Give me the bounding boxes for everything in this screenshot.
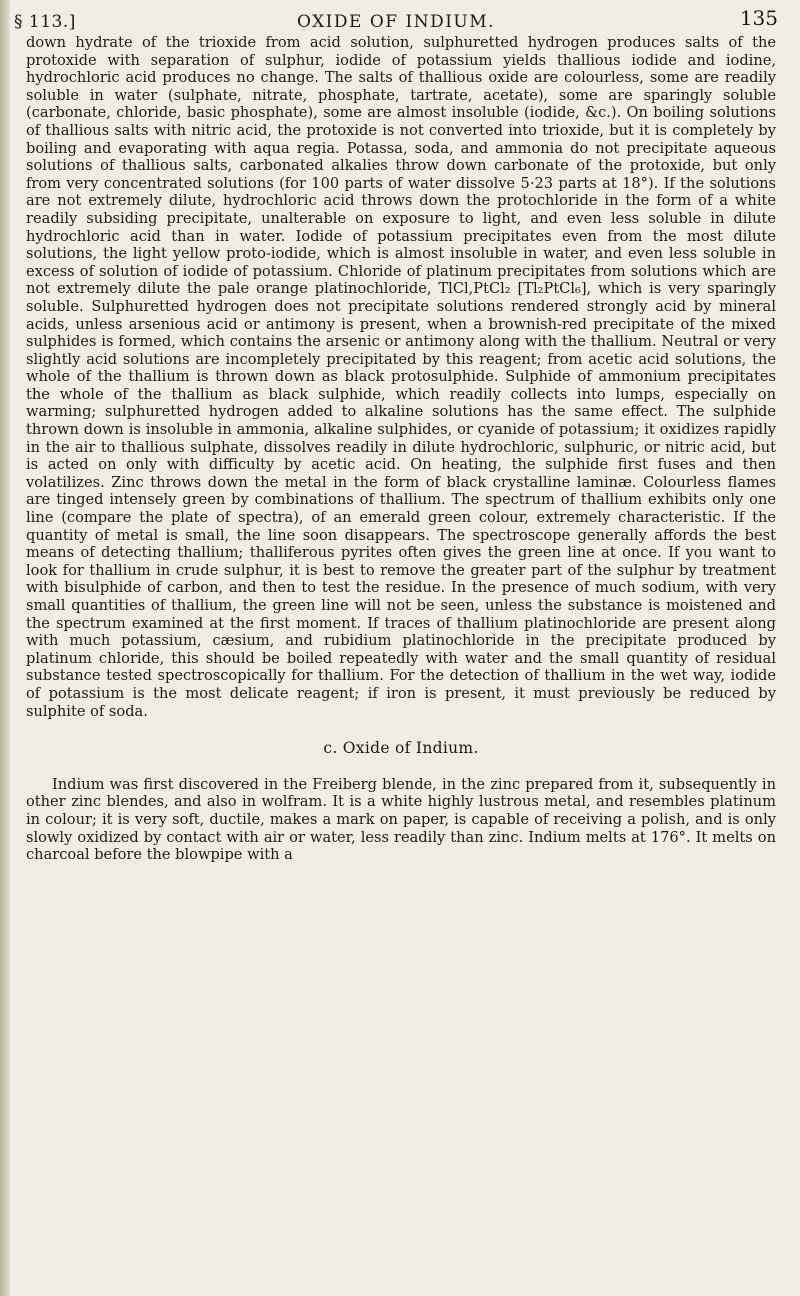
paragraph-thallium-reactions: down hydrate of the trioxide from acid solution, sulphuretted hydrogen produces salts of the protoxide with separation of sulphur, iodide of potassium yields thallious iodide and iodine, hydrochloric acid produces no change. The salts of thallious oxide are colourless, some are readily soluble in water (sulphate, nitrate, phosphate, tartrate, acetate), some are sparingly soluble (carbonate, chloride, basic phosphate), some are almost insoluble (iodide, &c.). On boiling solutions of thallious salts with nitric acid, the protoxide is not converted into trioxide, but it is completely by boiling and evaporating with aqua regia. Potassa, soda, and ammonia do not precipitate aqueous solutions of thallious salts, carbonated alkalies throw down carbonate of the protoxide, but only from very concentrated solutions (for 100 parts of water dissolve 5·23 parts at 18°). If the solutions are not extremely dilute, hydrochloric acid throws down the protochloride in the form of a white readily subsiding precipitate, unalterable on exposure to light, and even less soluble in dilute hydrochloric acid than in water. Iodide of potassium precipitates even from the most dilute solutions, the light yellow proto-iodide, which is almost insoluble in water, and even less soluble in excess of solution of iodide of potassium. Chloride of platinum precipitates from solutions which are not extremely dilute the pale orange platinochloride, TlCl,PtCl₂ [Tl₂PtCl₆], which is very sparingly soluble. Sulphuretted hydrogen does not precipitate solutions rendered strongly acid by mineral acids, unless arsenious acid or antimony is present, when a brownish-red precipitate of the mixed sulphides is formed, which contains the arsenic or antimony along with the thallium. Neutral or very slightly acid solutions are incompletely precipitated by this reagent; from acetic acid solutions, the whole of the thallium is thrown down as black protosulphide. Sulphide of ammonium precipitates the whole of the thallium as black sulphide, which readily collects into lumps, especially on warming; sulphuretted hydrogen added to alkaline solutions has the same effect. The sulphide thrown down is insoluble in ammonia, alkaline sulphides, or cyanide of potassium; it oxidizes rapidly in the air to thallious sulphate, dissolves readily in dilute hydrochloric, sulphuric, or nitric acid, but is acted on only with difficulty by acetic acid. On heating, the sulphide first fuses and then volatilizes. Zinc throws down the metal in the form of black crystalline laminæ. Colourless flames are tinged intensely green by combinations of thallium. The spectrum of thallium exhibits only one line (compare the plate of spectra), of an emerald green colour, extremely characteristic. If the quantity of metal is small, the line soon disappears. The spectroscope generally affords the best means of detecting thallium; thalliferous pyrites often gives the green line at once. If you want to look for thallium in crude sulphur, it is best to remove the greater part of the sulphur by treatment with bisulphide of carbon, and then to test the residue. In the presence of much sodium, with very small quantities of thallium, the green line will not be seen, unless the substance is moistened and the spectrum examined at the first moment. If traces of thallium platinochloride are present along with much potassium, cæsium, and rubidium platinochloride in the precipitate produced by platinum chloride, this should be boiled repeatedly with water and the small quantity of residual substance tested spectroscopically for thallium. For the detection of thallium in the wet way, iodide of potassium is the most delicate reagent; if iron is present, it must previously be reduced by sulphite of soda.: [26, 34, 776, 720]
running-title: OXIDE OF INDIUM.: [296, 12, 496, 32]
section-heading: c. Oxide of Indium.: [323, 739, 479, 758]
page-number: 135: [739, 6, 778, 30]
page-body: [26, 34, 776, 864]
section-reference: § 113.]: [14, 12, 76, 32]
page-header: [14, 6, 778, 36]
page-binding-edge: [0, 0, 10, 1296]
paragraph-indium: Indium was first discovered in the Freiberg blende, in the zinc prepared from it, subsequently in other zinc blendes, and also in wolfram. It is a white highly lustrous metal, and resembles platinum in colour; it is very soft, ductile, makes a mark on paper, is capable of receiving a polish, and is only slowly oxidized by contact with air or water, less readily than zinc. Indium melts at 176°. It melts on charcoal before the blowpipe with a: [26, 775, 776, 864]
